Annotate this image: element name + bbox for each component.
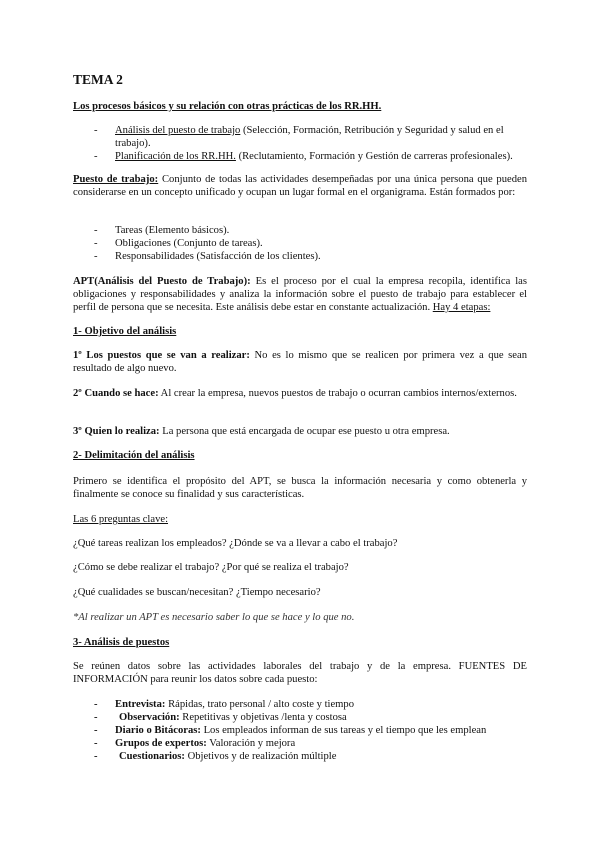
apt-paragraph: APT(Análisis del Puesto de Trabajo): Es el proceso por el cual la empresa recopila, identifica las obligaciones y responsabilidades y analiza la información sobre el puesto de trabajo para establecer el perfil de persona que se necesita. Este análisis debe estar en constante actualización. Hay 4 etapas: xyxy=(73,276,527,313)
section-1-item: 3º Quien lo realiza: La persona que está encargada de ocupar ese puesto u otra empresa. xyxy=(73,426,450,437)
list-item: - Análisis del puesto de trabajo (Selección, Formación, Retribución y Seguridad y salud en el trabajo). xyxy=(90,124,527,150)
section-1-item: 1º Los puestos que se van a realizar: No es lo mismo que se realicen por primera vez a que sean resultado de algo nuevo. xyxy=(73,350,528,374)
section-1-item: 2º Cuando se hace: Al crear la empresa, nuevos puestos de trabajo o ocurran cambios internos/externos. xyxy=(73,388,517,399)
puesto-paragraph: Puesto de trabajo: Conjunto de todas las actividades desempeñadas por una única persona que pueden considerarse en un concepto unificado y ocupan un lugar formal en el organigrama. Están formados por: xyxy=(73,174,527,198)
questions-heading: Las 6 preguntas clave: xyxy=(73,514,169,525)
section-2-paragraph: Primero se identifica el propósito del APT, se busca la información necesaria y como obtenerla y finalmente se conoce su finalidad y sus características. xyxy=(73,476,527,500)
list-item: - Diario o Bitácoras: Los empleados informan de sus tareas y el tiempo que les emplean xyxy=(90,724,527,737)
list-item: - Cuestionarios: Objetivos y de realización múltiple xyxy=(90,750,527,763)
list-item: - Responsabilidades (Satisfacción de los clientes). xyxy=(90,250,527,263)
apt-note: *Al realizar un APT es necesario saber lo que se hace y lo que no. xyxy=(73,612,355,623)
section-1-heading: 1- Objetivo del análisis xyxy=(73,326,177,337)
list-item: - Obligaciones (Conjunto de tareas). xyxy=(90,237,527,250)
intro-list xyxy=(90,124,527,163)
section-2-heading: 2- Delimitación del análisis xyxy=(73,450,195,461)
puesto-list xyxy=(90,224,527,263)
question-line: ¿Cómo se debe realizar el trabajo? ¿Por qué se realiza el trabajo? xyxy=(73,562,349,573)
list-item: - Grupos de expertos: Valoración y mejora xyxy=(90,737,527,750)
document-subtitle: Los procesos básicos y su relación con otras prácticas de los RR.HH. xyxy=(73,101,382,112)
section-3-paragraph: Se reúnen datos sobre las actividades laborales del trabajo y de la empresa. FUENTES DE INFORMACIÓN para reunir los datos sobre cada puesto: xyxy=(73,661,527,685)
list-item: - Entrevista: Rápidas, trato personal / alto coste y tiempo xyxy=(90,698,527,711)
question-line: ¿Qué tareas realizan los empleados? ¿Dónde se va a llevar a cabo el trabajo? xyxy=(73,538,398,549)
section-3-heading: 3- Análisis de puestos xyxy=(73,637,170,648)
page-title: TEMA 2 xyxy=(73,72,123,87)
list-item: - Observación: Repetitivas y objetivas /lenta y costosa xyxy=(90,711,527,724)
sources-list xyxy=(90,698,527,763)
list-item: - Planificación de los RR.HH. (Reclutamiento, Formación y Gestión de carreras profesionales). xyxy=(90,150,527,163)
question-line: ¿Qué cualidades se buscan/necesitan? ¿Tiempo necesario? xyxy=(73,587,321,598)
list-item: - Tareas (Elemento básicos). xyxy=(90,224,527,237)
